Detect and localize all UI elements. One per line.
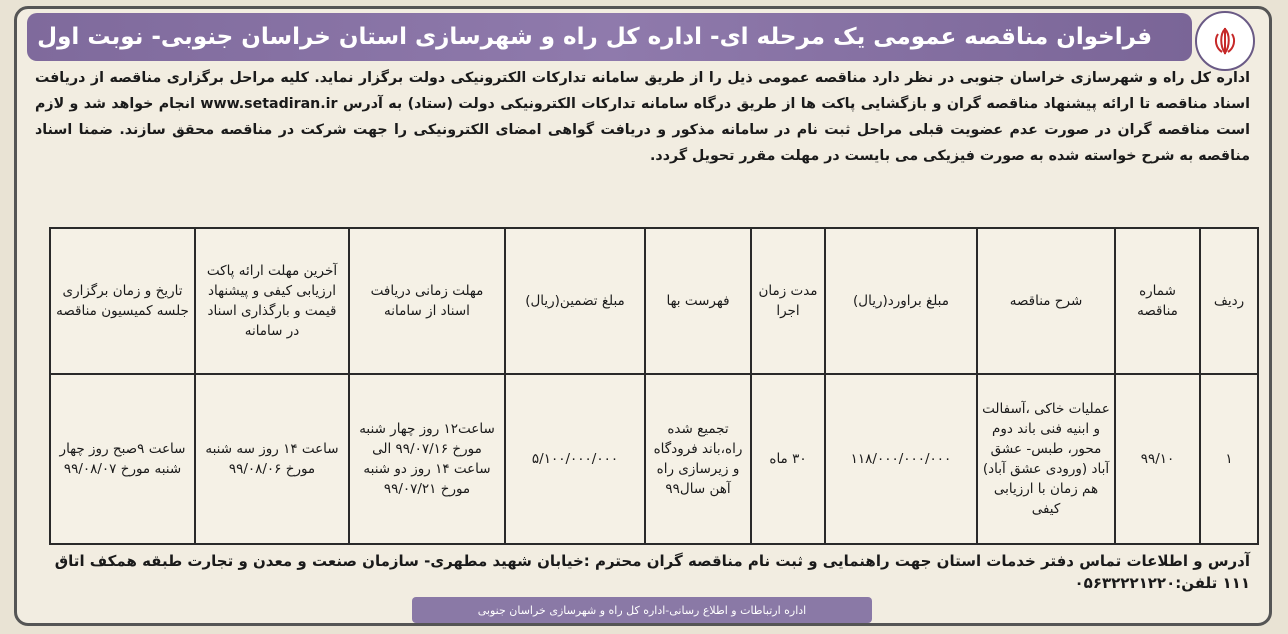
cell-estimate: ۱۱۸/۰۰۰/۰۰۰/۰۰۰ [825,374,977,544]
cell-tender-number: ۹۹/۱۰ [1115,374,1200,544]
footer-text: اداره ارتباطات و اطلاع رسانی-اداره کل راه و شهرسازی خراسان جنوبی [477,603,807,617]
notice-frame [14,6,1272,626]
iran-emblem-icon [1195,11,1255,71]
page-title: فراخوان مناقصه عمومی یک مرحله ای- اداره کل راه و شهرسازی استان خراسان جنوبی- نوبت اول [37,24,1152,50]
intro-paragraph: اداره کل راه و شهرسازی خراسان جنوبی در نظر دارد مناقصه عمومی ذیل را از طریق سامانه تدارکات الکترونیکی دولت برگزار نماید. کلیه مراحل برگزاری مناقصه از دریافت اسناد مناقصه تا ارائه پیشنهاد مناقصه گران و بازگشایی پاکت ها از طریق درگاه سامانه تدارکات الکترونیکی دولت (ستاد) به آدرس www.setadiran.ir انجام خواهد شد و لازم است مناقصه گران در صورت عدم عضویت قبلی مراحل ثبت نام در سامانه مذکور و دریافت گواهی امضای الکترونیکی را جهت شرکت در مناقصه محقق سازند. ضمنا اسناد مناقصه به شرح خواسته شده به صورت فیزیکی می بایست در مهلت مقرر تحویل گردد. [35,70,1250,164]
header-cell-guarantee: مبلغ تضمین(ریال) [505,228,645,374]
header-cell-estimate: مبلغ براورد(ریال) [825,228,977,374]
header-cell-tender-number: شماره مناقصه [1115,228,1200,374]
cell-commission-date: ساعت ۹صبح روز چهار شنبه مورخ ۹۹/۰۸/۰۷ [50,374,195,544]
tender-table [49,227,1259,545]
cell-description: عملیات خاکی ،آسفالت و ابنیه فنی باند دوم محور، طبس- عشق آباد (ورودی عشق آباد) هم زمان با ارزیابی کیفی [977,374,1115,544]
cell-guarantee: ۵/۱۰۰/۰۰۰/۰۰۰ [505,374,645,544]
header-cell-commission-date: تاریخ و زمان برگزاری جلسه کمیسیون مناقصه [50,228,195,374]
cell-row-number: ۱ [1200,374,1258,544]
emblem-graphic [1210,26,1240,56]
header-cell-price-list: فهرست بها [645,228,751,374]
header-cell-duration: مدت زمان اجرا [751,228,825,374]
table-header-row [50,228,1258,374]
header-cell-document-deadline: مهلت زمانی دریافت اسناد از سامانه [349,228,505,374]
header-cell-description: شرح مناقصه [977,228,1115,374]
cell-document-deadline: ساعت۱۲ روز چهار شنبه مورخ ۹۹/۰۷/۱۶ الی ساعت ۱۴ روز دو شنبه مورخ ۹۹/۰۷/۲۱ [349,374,505,544]
contact-info: آدرس و اطلاعات تماس دفتر خدمات استان جهت راهنمایی و ثبت نام مناقصه گران محترم :خیابان شهید مطهری- سازمان صنعت و معدن و تجارت طبقه همکف اتاق ۱۱۱ تلفن:۰۵۶۳۲۲۲۱۲۲۰ [54,552,1250,592]
cell-submission-deadline: ساعت ۱۴ روز سه شنبه مورخ ۹۹/۰۸/۰۶ [195,374,349,544]
cell-duration: ۳۰ ماه [751,374,825,544]
header-cell-row-number: ردیف [1200,228,1258,374]
header-cell-submission-deadline: آخرین مهلت ارائه پاکت ارزیابی کیفی و پیشنهاد قیمت و بارگذاری اسناد در سامانه [195,228,349,374]
header-banner [27,13,1192,61]
footer-banner [412,597,872,623]
table-row [50,374,1258,544]
cell-price-list: تجمیع شده راه،باند فرودگاه و زیرسازی راه آهن سال۹۹ [645,374,751,544]
